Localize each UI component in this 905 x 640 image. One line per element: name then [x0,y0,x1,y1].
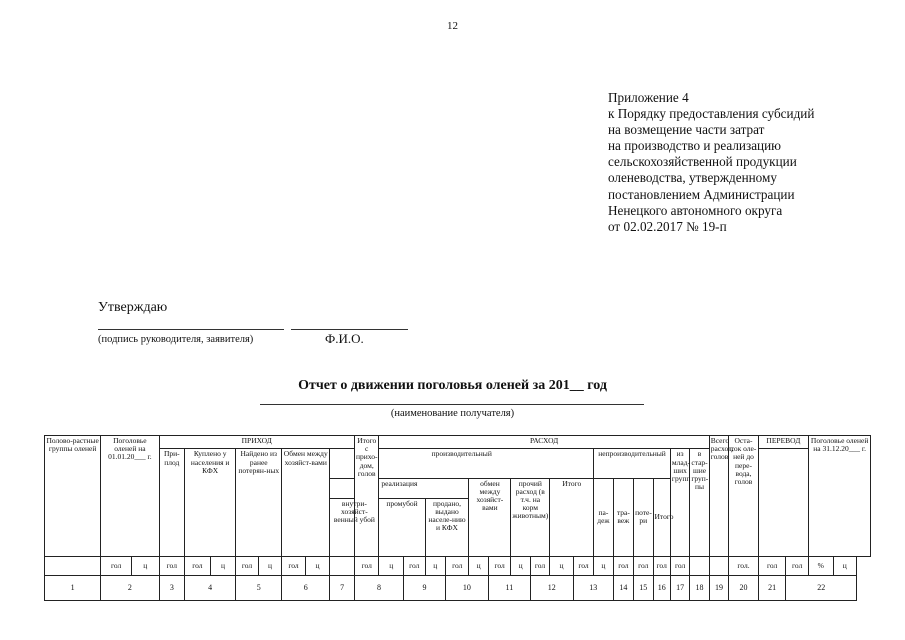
column-number: 9 [404,576,446,601]
column-number: 3 [159,576,185,601]
column-number: 12 [530,576,573,601]
unit-cell: гол [573,557,593,576]
reindeer-movement-table [44,435,886,601]
unit-cell [45,557,101,576]
column-number: 17 [670,576,689,601]
appendix-line: оленеводства, утвержденному [608,170,777,186]
unit-cell: гол [634,557,653,576]
column-number: 16 [653,576,670,601]
header-remainder: Оста-ток оле-ней до пере-вода, голов [729,436,759,557]
header-expense: РАСХОД [379,436,709,449]
column-number: 14 [613,576,633,601]
header-expense-total: Всего расход, голов [709,436,728,557]
signature-caption: (подпись руководителя, заявителя) [98,334,254,345]
unit-cell [709,557,728,576]
unit-cell: ц [833,557,857,576]
header-productive-total: Итого [550,478,594,557]
unit-cell: ц [550,557,574,576]
header-nonproductive-total: Итого [653,478,670,557]
unit-cell: ц [258,557,282,576]
unit-cell: гол [488,557,511,576]
appendix-line: от 02.02.2017 № 19-п [608,218,727,234]
unit-cell: гол [236,557,259,576]
unit-cell: гол [159,557,185,576]
column-number: 6 [282,576,330,601]
header-industrial-slaughter: промубой [379,498,425,556]
unit-cell: ц [210,557,236,576]
unit-cell: гол [653,557,670,576]
header-offspring: При-плод [159,449,185,557]
header-sold-population: продано, выдано населе-нию и КФХ [425,498,469,556]
unit-cell: гол [445,557,469,576]
column-number: 21 [758,576,786,601]
header-start-stock: Поголовье оленей на 01.01.20___ г. [101,436,159,557]
unit-cell [690,557,709,576]
unit-cell: гол [670,557,689,576]
appendix-line: сельскохозяйственной продукции [608,154,797,170]
header-end-stock: Поголовье оленей на 31.12.20___ г. [808,436,870,557]
signature-line [98,329,284,330]
unit-cell: ц [594,557,613,576]
appendix-line: Ненецкого автономного округа [608,202,783,218]
unit-cell: ц [379,557,404,576]
column-number: 2 [101,576,159,601]
unit-cell: гол [613,557,633,576]
unit-cell: гол [786,557,809,576]
unit-cell: гол [282,557,306,576]
header-bought: Куплено у населения и КФХ [185,449,236,557]
column-number: 11 [488,576,530,601]
column-number: 22 [786,576,857,601]
unit-cell: гол [758,557,786,576]
unit-cell: гол [185,557,211,576]
header-nonproductive: непроизводительный [594,449,671,478]
name-line [291,329,408,330]
unit-cell: ц [425,557,445,576]
unit-cell: ц [511,557,530,576]
column-number: 5 [236,576,282,601]
header-other-expense: прочий расход (в т.ч. на корм животным) [511,478,550,557]
appendix-line: постановлением Администрации [608,186,795,202]
header-income-total: Итого с прихо-дом, голов [354,436,379,557]
unit-cell: гол [101,557,132,576]
unit-cell: гол [354,557,379,576]
column-number: 13 [573,576,613,601]
unit-cell: % [808,557,833,576]
header-transfer: ПЕРЕВОД [758,436,808,449]
column-number: 7 [330,576,355,601]
header-exchange-in: Обмен между хозяйст-вами [282,449,330,557]
header-income: ПРИХОД [159,436,354,449]
header-age-groups: Полово-растные группы оленей [45,436,101,557]
recipient-caption: (наименование получателя) [390,408,515,419]
column-number: 8 [354,576,403,601]
header-internal-slaughter: внутри-хозяйст-венный убой [330,498,379,556]
column-number: 4 [185,576,236,601]
unit-cell: гол [530,557,549,576]
name-caption: Ф.И.О. [325,331,364,346]
header-predators: тра-веж [613,478,633,557]
appendix-block [608,90,814,235]
unit-cell: ц [469,557,488,576]
page-number: 12 [447,20,458,32]
header-exchange-out: обмен между хозяйст-вами [469,478,511,557]
recipient-line [260,404,644,405]
column-number: 10 [445,576,488,601]
column-number: 20 [729,576,759,601]
header-losses: поте-ри [634,478,653,557]
header-from-young: из млад-ших групп [670,449,689,557]
unit-cell: гол. [729,557,759,576]
column-number: 19 [709,576,728,601]
unit-cell: гол [404,557,425,576]
appendix-line: Приложение 4 [608,90,689,105]
header-to-older: в стар-шие груп-пы [690,449,709,557]
column-number: 1 [45,576,101,601]
appendix-line: к Порядку предоставления субсидий [608,106,815,122]
header-found: Найдено из ранее потерян-ных [236,449,282,557]
header-deaths: па-деж [594,478,613,557]
column-number: 15 [634,576,653,601]
header-sales: реализация [330,478,469,498]
unit-cell: ц [131,557,159,576]
unit-cell: ц [305,557,330,576]
header-productive: производительный [330,449,594,478]
report-title: Отчет о движении поголовья оленей за 201__ год [298,378,607,393]
column-number: 18 [690,576,709,601]
appendix-line: на производство и реализацию [608,138,782,154]
approval-label: Утверждаю [98,300,168,315]
unit-cell [330,557,355,576]
appendix-line: на возмещение части затрат [608,122,765,138]
